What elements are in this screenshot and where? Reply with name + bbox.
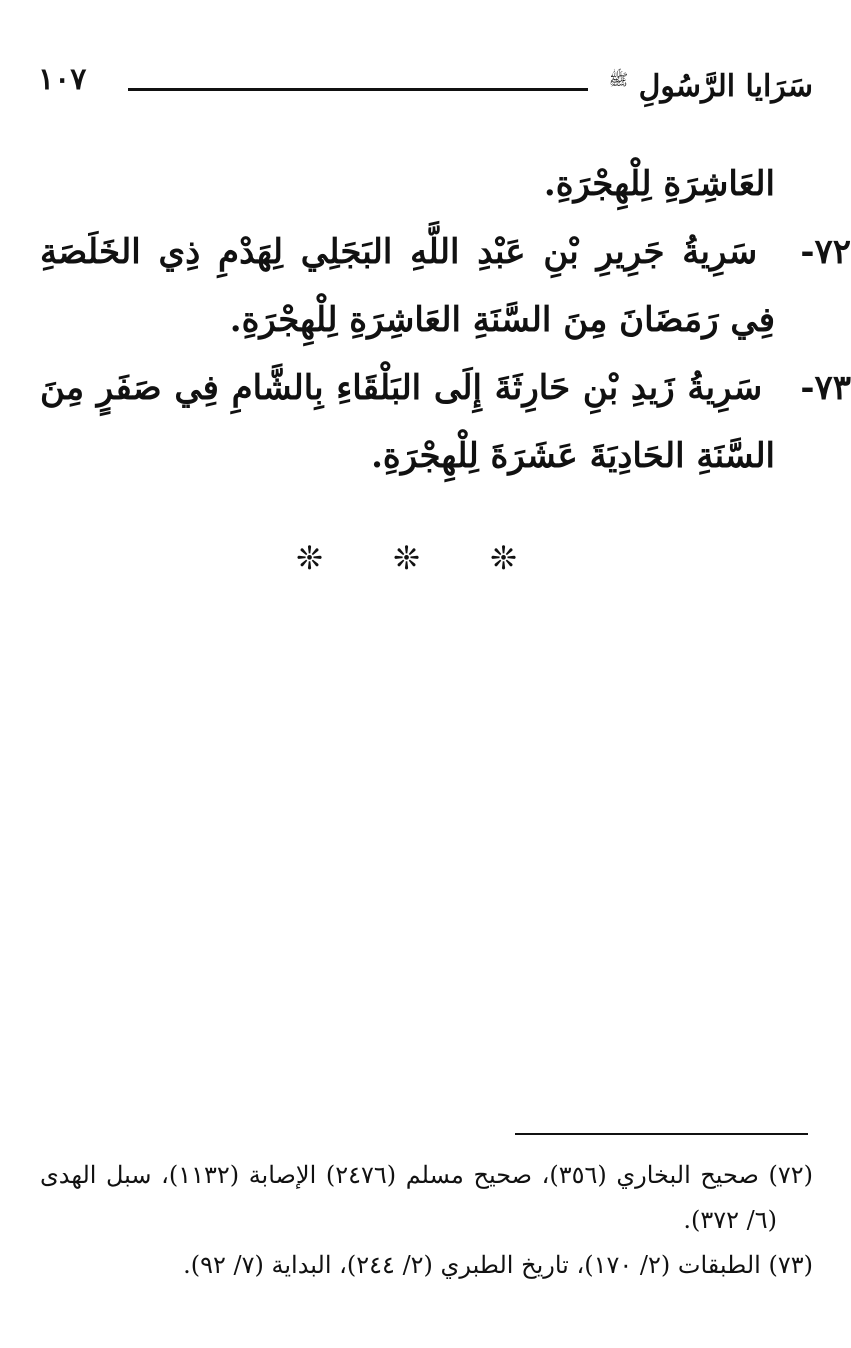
continuation-line: العَاشِرَةِ لِلْهِجْرَةِ. xyxy=(543,164,775,204)
running-title xyxy=(583,58,813,109)
header-rule xyxy=(128,88,588,91)
page-number: ١٠٧ xyxy=(38,62,87,97)
entry-text: سَرِيةُ جَرِيرِ بْنِ عَبْدِ اللَّهِ البَجَلِي لِهَدْمِ ذِي الخَلَصَةِ فِي رَمَضَانَ مِنَ السَّنَةِ العَاشِرَةِ لِلْهِجْرَةِ. xyxy=(40,232,775,340)
main-body xyxy=(40,150,851,490)
entry-text: سَرِيةُ زَيدِ بْنِ حَارِثَةَ إِلَى البَلْقَاءِ بِالشَّامِ فِي صَفَرٍ مِنَ السَّنَةِ الحَادِيَةَ عَشَرَةَ لِلْهِجْرَةِ. xyxy=(40,368,775,476)
footnote-72: (٧٢) صحيح البخاري (٣٥٦)، صحيح مسلم (٢٤٧٦) الإصابة (١١٣٢)، سبل الهدى (٦/ ٣٧٢). xyxy=(40,1161,814,1234)
running-title-text: سَرَايا الرَّسُولِ xyxy=(638,69,813,104)
entry-73 xyxy=(40,354,851,490)
section-divider-asterism: ❊ ❊ ❊ xyxy=(296,539,547,577)
salutation-glyph: ﷺ xyxy=(608,70,629,89)
entry-number: ٧٢- xyxy=(800,232,851,272)
footnote-rule xyxy=(515,1133,808,1135)
entry-72 xyxy=(40,218,851,354)
entry-number: ٧٣- xyxy=(800,368,851,408)
footnote-73: (٧٣) الطبقات (٢/ ١٧٠)، تاريخ الطبري (٢/ ٢٤٤)، البداية (٧/ ٩٢). xyxy=(183,1251,813,1279)
footnotes xyxy=(40,1153,813,1288)
